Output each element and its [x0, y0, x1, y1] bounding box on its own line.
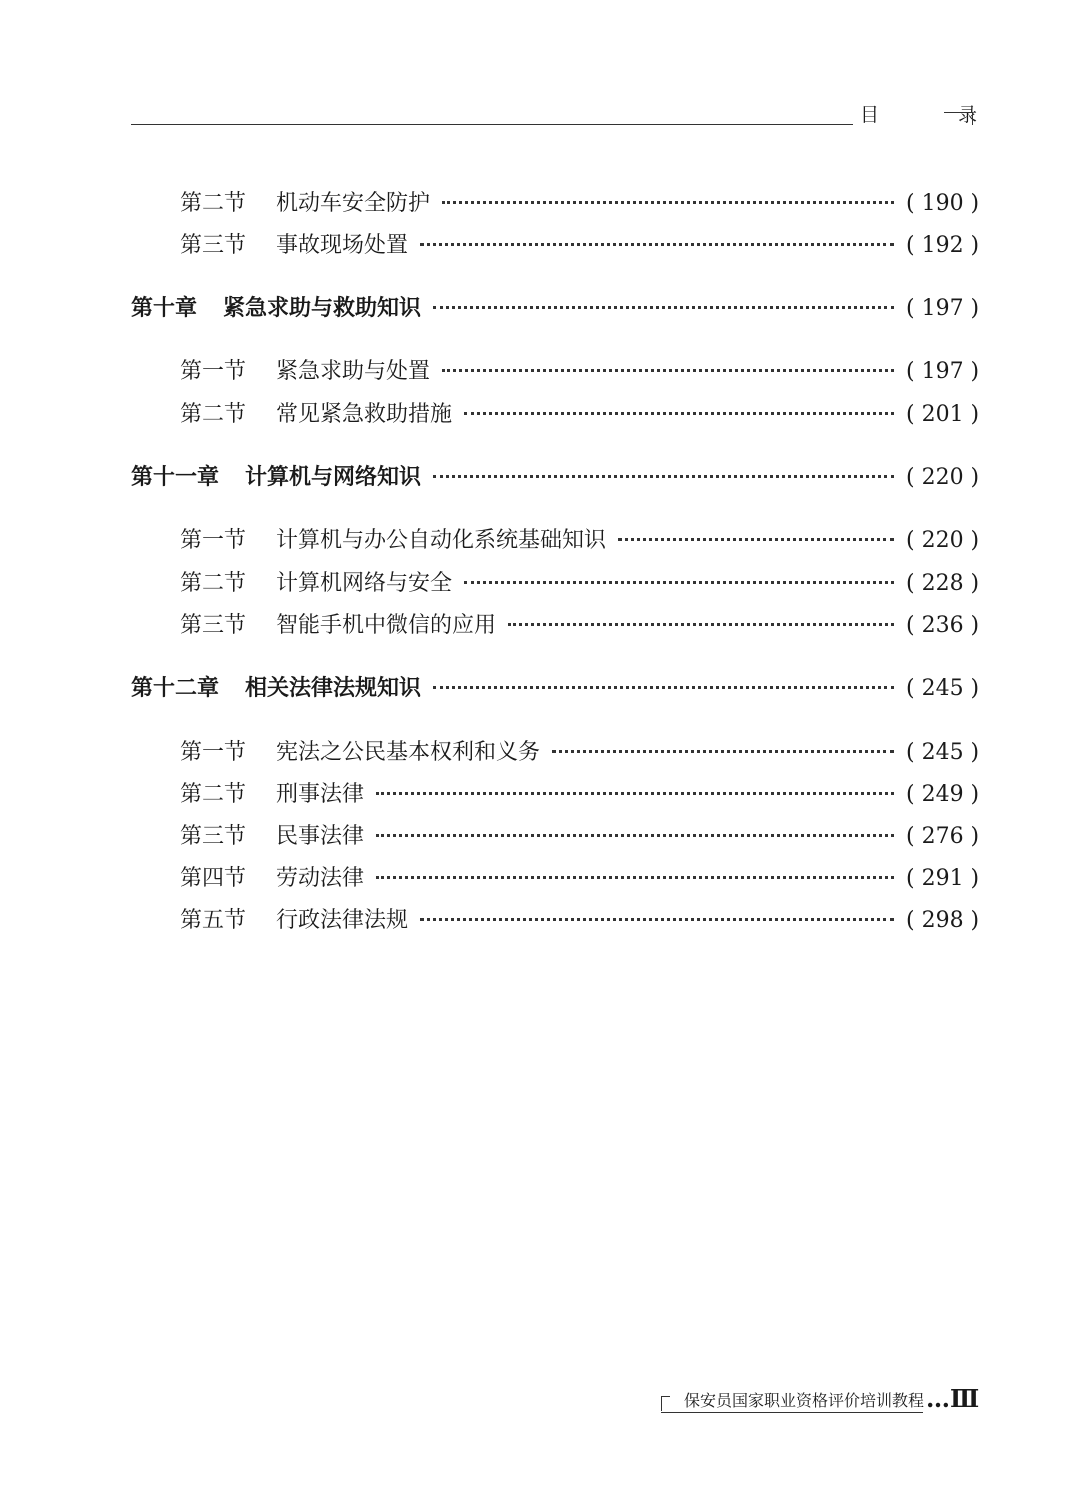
toc-entry-title: 劳动法律 — [276, 866, 365, 891]
leader-dots — [442, 201, 894, 204]
toc-entry[interactable] — [180, 735, 980, 766]
toc-entry-number: 第二节 — [180, 402, 247, 427]
toc-entry-number: 第三节 — [180, 613, 247, 638]
toc-entry[interactable] — [180, 397, 980, 428]
toc-entry-page: ( 245 ) — [906, 740, 980, 765]
toc-chapter[interactable] — [131, 460, 980, 491]
leader-dots — [433, 475, 894, 478]
toc-entry[interactable] — [180, 523, 980, 554]
leader-dots — [618, 538, 894, 541]
toc-entry-page: ( 291 ) — [906, 866, 980, 891]
toc-entry-number: 第二节 — [180, 782, 247, 807]
toc-entry-page: ( 192 ) — [906, 233, 980, 258]
header-rule — [131, 124, 853, 125]
toc-entry-page: ( 201 ) — [906, 402, 980, 427]
leader-dots — [376, 792, 894, 795]
toc-entry-page: ( 190 ) — [906, 191, 980, 216]
toc-entry-page: ( 236 ) — [906, 613, 980, 638]
toc-entry[interactable] — [180, 819, 980, 850]
leader-dots — [464, 581, 894, 584]
toc-chapter-number: 第十章 — [131, 296, 198, 321]
toc-entry-number: 第四节 — [180, 866, 247, 891]
toc-entry[interactable] — [180, 861, 980, 892]
toc-entry-title: 智能手机中微信的应用 — [276, 613, 497, 638]
toc-entry-page: ( 220 ) — [906, 528, 980, 553]
toc-entry-page: ( 197 ) — [906, 359, 980, 384]
toc-chapter-page: ( 197 ) — [906, 296, 980, 321]
leader-dots — [376, 834, 894, 837]
toc-entry-number: 第二节 — [180, 191, 247, 216]
toc-entry-number: 第二节 — [180, 571, 247, 596]
toc-entry-title: 机动车安全防护 — [276, 191, 431, 216]
toc-entry-title: 刑事法律 — [276, 782, 365, 807]
toc-chapter[interactable] — [131, 671, 980, 702]
toc-entry[interactable] — [180, 186, 980, 217]
header-bracket — [944, 112, 973, 125]
toc-entry-title: 事故现场处置 — [276, 233, 409, 258]
toc-entry-page: ( 276 ) — [906, 824, 980, 849]
toc-entry-title: 计算机网络与安全 — [276, 571, 453, 596]
toc-chapter-number: 第十二章 — [131, 676, 220, 701]
page-title: 目 录 — [860, 104, 1008, 126]
leader-dots — [433, 686, 894, 689]
toc-chapter-title: 计算机与网络知识 — [245, 465, 422, 490]
footer-book-title: 保安员国家职业资格评价培训教程 — [684, 1391, 925, 1410]
toc-chapter-title: 紧急求助与救助知识 — [223, 296, 422, 321]
footer-page-number: …Ⅲ — [926, 1384, 980, 1413]
toc-chapter-number: 第十一章 — [131, 465, 220, 490]
leader-dots — [376, 876, 894, 879]
footer-bracket — [661, 1396, 670, 1411]
toc-entry[interactable] — [180, 608, 980, 639]
leader-dots — [433, 306, 894, 309]
toc-entry-number: 第三节 — [180, 824, 247, 849]
toc-entry-number: 第一节 — [180, 359, 247, 384]
toc-entry-title: 行政法律法规 — [276, 908, 409, 933]
toc-entry[interactable] — [180, 566, 980, 597]
toc-entry[interactable] — [180, 777, 980, 808]
toc-entry[interactable] — [180, 228, 980, 259]
leader-dots — [464, 412, 894, 415]
toc-chapter-page: ( 245 ) — [906, 676, 980, 701]
toc-chapter[interactable] — [131, 291, 980, 322]
toc-entry[interactable] — [180, 354, 980, 385]
toc-chapter-title: 相关法律法规知识 — [245, 676, 422, 701]
toc-entry-number: 第三节 — [180, 233, 247, 258]
leader-dots — [420, 918, 894, 921]
toc-entry-page: ( 228 ) — [906, 571, 980, 596]
toc-entry-title: 计算机与办公自动化系统基础知识 — [276, 528, 607, 553]
toc-entry-number: 第一节 — [180, 740, 247, 765]
toc-entry-title: 常见紧急救助措施 — [276, 402, 453, 427]
leader-dots — [442, 369, 894, 372]
toc-entry-title: 紧急求助与处置 — [276, 359, 431, 384]
toc-entry-page: ( 298 ) — [906, 908, 980, 933]
toc-entry[interactable] — [180, 903, 980, 934]
toc-entry-title: 宪法之公民基本权利和义务 — [276, 740, 541, 765]
toc-entry-page: ( 249 ) — [906, 782, 980, 807]
footer-rule — [661, 1412, 923, 1413]
toc-entry-title: 民事法律 — [276, 824, 365, 849]
leader-dots — [552, 750, 894, 753]
leader-dots — [420, 243, 894, 246]
toc-entry-number: 第一节 — [180, 528, 247, 553]
leader-dots — [508, 623, 894, 626]
toc-chapter-page: ( 220 ) — [906, 465, 980, 490]
toc-entry-number: 第五节 — [180, 908, 247, 933]
